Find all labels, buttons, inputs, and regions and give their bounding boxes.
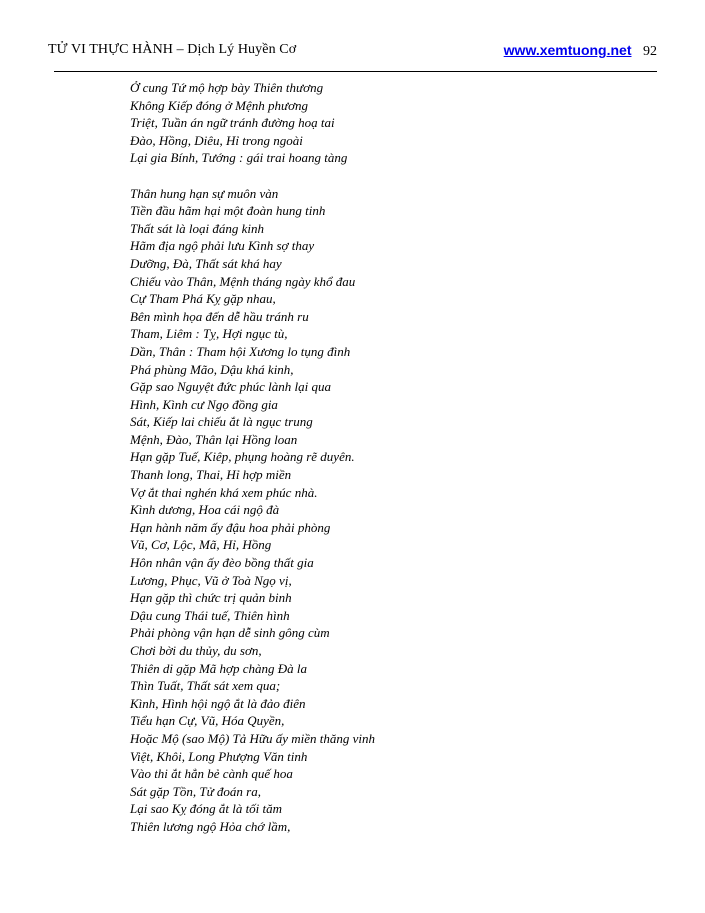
poem-line: Hãm địa ngộ phải lưu Kình sợ thay: [130, 238, 315, 254]
poem-line: Vũ, Cơ, Lộc, Mã, Hỉ, Hồng: [130, 537, 272, 553]
header-divider: [54, 71, 657, 72]
poem-stanza: [130, 79, 650, 167]
poem-line: Vợ ắt thai nghén khá xem phúc nhà.: [130, 484, 318, 500]
poem-line: Ở cung Tứ mộ hợp bày Thiên thương: [130, 80, 324, 95]
poem-line: Thiên di gặp Mã hợp chàng Đà la: [130, 660, 308, 676]
poem-line: Dưỡng, Đà, Thất sát khá hay: [130, 255, 282, 271]
poem-line: Mệnh, Đào, Thân lại Hồng loan: [130, 431, 298, 447]
poem-line: Dậu cung Thái tuế, Thiên hình: [130, 607, 290, 623]
page-header: [48, 42, 657, 62]
poem-stanza: [130, 185, 650, 836]
poem-line: Không Kiếp đóng ở Mệnh phương: [130, 97, 309, 113]
poem-line: Chơi bời du thủy, du sơn,: [130, 643, 262, 658]
poem-line: Bên mình họa đến dễ hầu tránh ru: [130, 308, 309, 324]
poem-line: Tiền đầu hãm hại một đoàn hung tinh: [130, 203, 326, 219]
page-number: 92: [643, 44, 657, 59]
poem-line: Hạn gặp Tuế, Kiêp, phụng hoàng rẽ duyên.: [130, 449, 355, 465]
poem-line: Thanh long, Thai, Hỉ hợp miền: [130, 467, 292, 483]
poem-line: Vào thi ắt hẳn bẻ cành quế hoa: [130, 766, 293, 782]
poem-line: Việt, Khôi, Long Phượng Văn tinh: [130, 748, 308, 764]
poem-line: Kình dương, Hoa cái ngộ đà: [130, 502, 280, 518]
poem-line: Lương, Phục, Vũ ở Toà Ngọ vị,: [130, 572, 292, 588]
poem-line: Sát gặp Tồn, Tử đoán ra,: [130, 783, 261, 799]
website-link[interactable]: www.xemtuong.net: [503, 42, 632, 58]
poem-line: Gặp sao Nguyệt đức phúc lành lại qua: [130, 379, 331, 395]
poem-line: Sát, Kiếp lai chiếu ắt là ngục trung: [130, 414, 313, 430]
poem-line: Hôn nhân vận ấy đèo bồng thất gia: [130, 555, 314, 571]
poem-line: Chiếu vào Thân, Mệnh tháng ngày khổ đau: [130, 273, 356, 289]
poem-line: Lại gia Bính, Tướng : gái trai hoang tàng: [130, 150, 348, 166]
poem-line: Lại sao Kỵ đóng ắt là tối tăm: [130, 801, 283, 817]
header-right-group: [504, 42, 657, 60]
poem-line: Đào, Hồng, Diêu, Hỉ trong ngoài: [130, 132, 303, 148]
poem-line: Tiểu hạn Cự, Vũ, Hóa Quyền,: [130, 713, 285, 729]
poem-line: Thiên lương ngộ Hỏa chớ lầm,: [130, 818, 291, 834]
poem-line: Cự Tham Phá Kỵ gặp nhau,: [130, 291, 276, 307]
poem-body: [130, 79, 650, 836]
poem-line: Kình, Hình hội ngộ ắt là đảo điên: [130, 695, 306, 711]
poem-line: Hoặc Mộ (sao Mộ) Tả Hữu ấy miền thăng vinh: [130, 730, 376, 746]
poem-line: Thất sát là loại đáng kinh: [130, 220, 264, 236]
poem-line: Hình, Kình cư Ngọ đồng gia: [130, 396, 278, 412]
poem-line: Phá phùng Mão, Dậu khá kinh,: [130, 361, 294, 377]
poem-line: Phải phòng vận hạn dễ sinh gông cùm: [130, 625, 330, 641]
poem-line: Hạn gặp thì chức trị quản binh: [130, 590, 292, 606]
poem-line: Thân hung hạn sự muôn vàn: [130, 185, 279, 201]
poem-line: Hạn hành năm ấy đậu hoa phải phòng: [130, 519, 331, 535]
poem-line: Thìn Tuất, Thất sát xem qua;: [130, 678, 281, 694]
poem-line: Tham, Liêm : Tỵ, Hợi ngục tù,: [130, 326, 288, 342]
poem-line: Triệt, Tuần án ngữ tránh đường hoạ tai: [130, 115, 335, 131]
poem-line: Dần, Thân : Tham hội Xương lo tụng đình: [130, 343, 351, 359]
document-title: TỬ VI THỰC HÀNH – Dịch Lý Huyền Cơ: [48, 42, 297, 57]
